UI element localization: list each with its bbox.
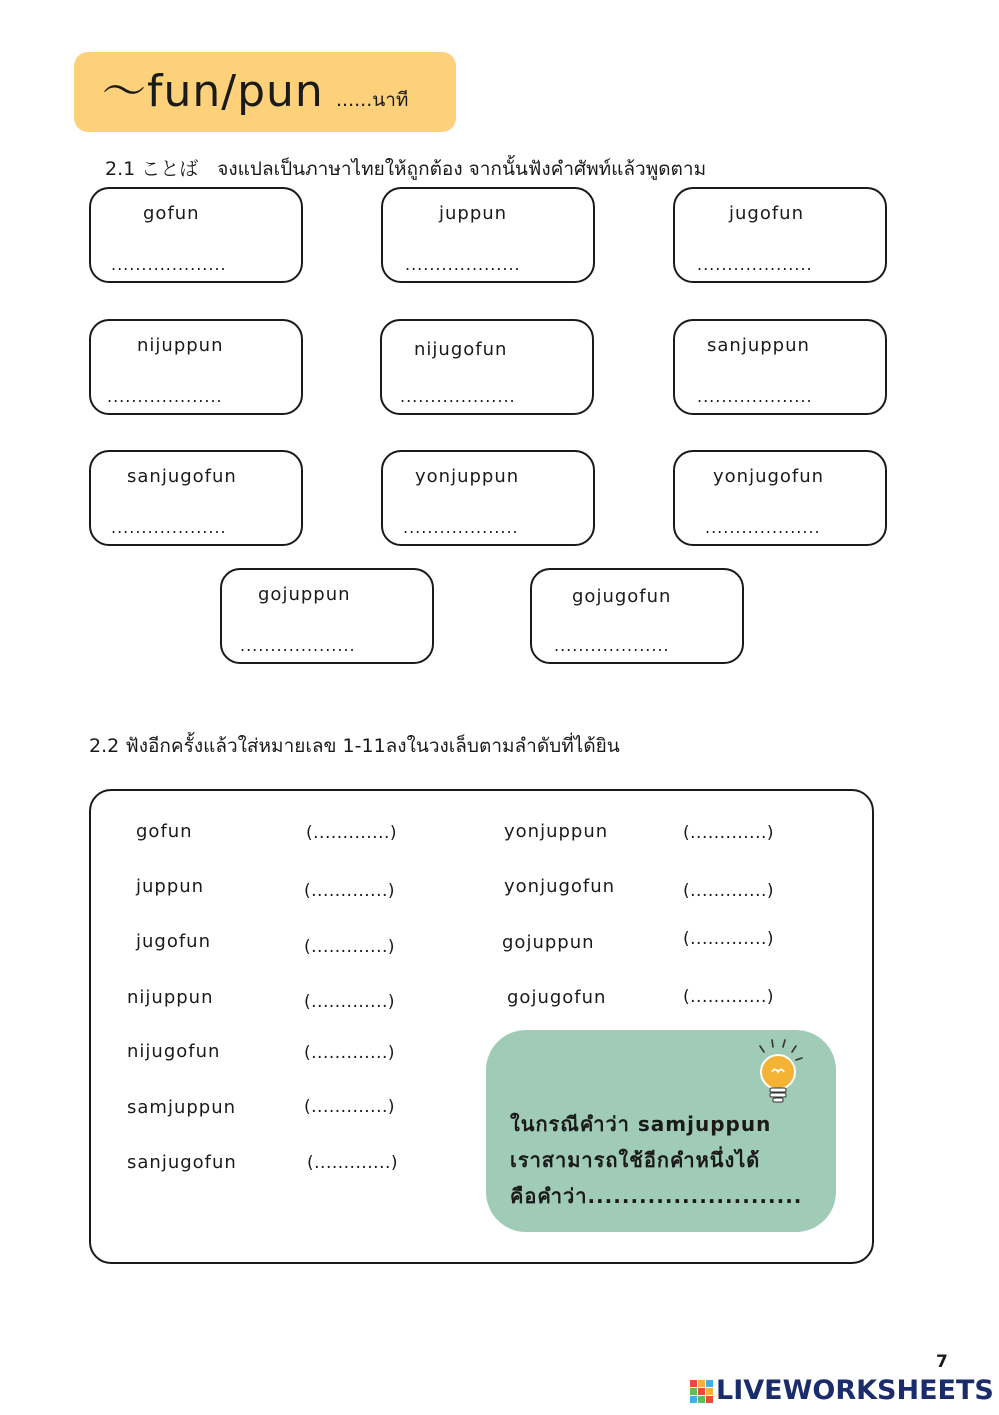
answer-blank[interactable]: ................... bbox=[240, 636, 356, 655]
list-item-word: yonjugofun bbox=[504, 876, 616, 897]
list-item-word: samjuppun bbox=[127, 1097, 237, 1118]
vocab-card bbox=[220, 568, 434, 664]
vocab-card bbox=[381, 450, 595, 546]
answer-blank[interactable]: ................... bbox=[697, 387, 813, 406]
title-banner bbox=[74, 52, 456, 132]
page-number: 7 bbox=[936, 1352, 948, 1372]
answer-blank[interactable]: ................... bbox=[107, 387, 223, 406]
order-blank[interactable]: (.............) bbox=[683, 987, 775, 1007]
answer-blank[interactable]: ................... bbox=[697, 255, 813, 274]
card-word: yonjuppun bbox=[415, 466, 520, 487]
order-blank[interactable]: (.............) bbox=[683, 881, 775, 901]
order-blank[interactable]: (.............) bbox=[304, 992, 396, 1012]
list-item-word: juppun bbox=[136, 876, 205, 897]
card-word: nijuppun bbox=[137, 335, 224, 356]
list-item-word: nijugofun bbox=[127, 1041, 221, 1062]
answer-blank[interactable]: ................... bbox=[111, 518, 227, 537]
vocab-card bbox=[673, 450, 887, 546]
card-word: gojuppun bbox=[258, 584, 351, 605]
list-item-word: sanjugofun bbox=[127, 1152, 237, 1173]
card-word: gofun bbox=[143, 203, 200, 224]
tip-line-3[interactable]: คือคำว่า......................... bbox=[510, 1184, 803, 1208]
order-blank[interactable]: (.............) bbox=[307, 1153, 399, 1173]
answer-blank[interactable]: ................... bbox=[705, 518, 821, 537]
order-blank[interactable]: (.............) bbox=[683, 823, 775, 843]
card-word: gojugofun bbox=[572, 586, 672, 607]
card-word: sanjugofun bbox=[127, 466, 237, 487]
page-subtitle: ......นาที bbox=[336, 89, 409, 111]
brand-name: LIVEWORKSHEETS bbox=[716, 1375, 994, 1406]
order-blank[interactable]: (.............) bbox=[306, 823, 398, 843]
answer-blank[interactable]: ................... bbox=[400, 387, 516, 406]
vocab-card bbox=[673, 319, 887, 415]
list-item-word: yonjuppun bbox=[504, 821, 609, 842]
footer-logo bbox=[690, 1374, 994, 1408]
order-blank[interactable]: (.............) bbox=[304, 937, 396, 957]
list-item-word: nijuppun bbox=[127, 987, 214, 1008]
tip-line-1: ในกรณีคำว่า samjuppun bbox=[510, 1112, 772, 1136]
answer-blank[interactable]: ................... bbox=[111, 255, 227, 274]
vocab-card bbox=[89, 319, 303, 415]
card-word: nijugofun bbox=[414, 339, 508, 360]
card-word: sanjuppun bbox=[707, 335, 810, 356]
card-word: yonjugofun bbox=[713, 466, 825, 487]
order-blank[interactable]: (.............) bbox=[304, 881, 396, 901]
lightbulb-icon bbox=[748, 1038, 812, 1108]
list-item-word: gojuppun bbox=[502, 932, 595, 953]
list-item-word: gofun bbox=[136, 821, 193, 842]
list-item-word: jugofun bbox=[136, 931, 212, 952]
tip-box bbox=[486, 1030, 836, 1232]
vocab-card bbox=[530, 568, 744, 664]
card-word: jugofun bbox=[729, 203, 805, 224]
order-blank[interactable]: (.............) bbox=[683, 929, 775, 949]
vocab-card bbox=[673, 187, 887, 283]
order-blank[interactable]: (.............) bbox=[304, 1043, 396, 1063]
vocab-card bbox=[380, 319, 594, 415]
liveworksheets-logo-icon bbox=[690, 1380, 714, 1404]
section2-instruction: 2.2 ฟังอีกครั้งแล้วใส่หมายเลข 1-11ลงในวงเล็บตามลำดับที่ได้ยิน bbox=[89, 735, 620, 757]
tip-line-2: เราสามารถใช้อีกคำหนึ่งได้ bbox=[510, 1148, 761, 1172]
vocab-card bbox=[89, 450, 303, 546]
list-item-word: gojugofun bbox=[507, 987, 607, 1008]
page-title: ～fun/pun bbox=[102, 66, 324, 117]
answer-blank[interactable]: ................... bbox=[405, 255, 521, 274]
vocab-card bbox=[89, 187, 303, 283]
card-word: juppun bbox=[439, 203, 508, 224]
answer-blank[interactable]: ................... bbox=[554, 636, 670, 655]
answer-blank[interactable]: ................... bbox=[403, 518, 519, 537]
vocab-card bbox=[381, 187, 595, 283]
order-blank[interactable]: (.............) bbox=[304, 1097, 396, 1117]
section1-instruction: 2.1 ことば จงแปลเป็นภาษาไทยให้ถูกต้อง จากนั้นฟังคำศัพท์แล้วพูดตาม bbox=[105, 158, 707, 180]
